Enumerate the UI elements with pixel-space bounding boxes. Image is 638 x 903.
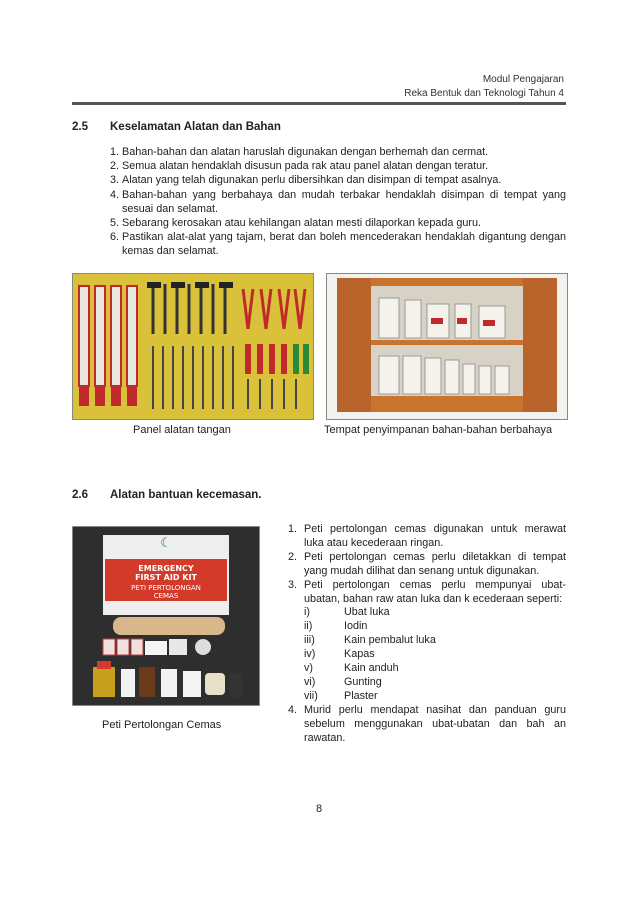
first-aid-kit-image [72, 526, 260, 706]
list-item: 1. Peti pertolongan cemas digunakan untuk merawat luka atau kecederaan ringan. [288, 523, 566, 549]
header-module: Modul Pengajaran [482, 74, 564, 85]
caption-hazard-cabinet: Tempat penyimpanan bahan-bahan berbahaya [324, 424, 553, 436]
header-subject: Reka Bentuk dan Teknologi Tahun 4 [404, 88, 564, 99]
sub-item: iii) Kain pembalut luka [304, 634, 436, 647]
list-item: 5. Sebarang kerosakan atau kehilangan alatan mesti dilaporkan kepada guru. [110, 217, 481, 230]
list-item: 2. Peti pertolongan cemas perlu diletakkan di tempat yang mudah dilihat dan senang untuk digunakan. [288, 550, 566, 577]
kit-label-line: FIRST AID KIT [135, 573, 197, 582]
first-aid-list [288, 523, 566, 746]
tool-panel-image [72, 273, 314, 420]
list-item: 1. Bahan-bahan dan alatan haruslah digunakan dengan berhemah dan cermat. [110, 146, 489, 158]
sub-item: vii) Plaster [304, 689, 378, 702]
svg-text:☾: ☾ [160, 536, 172, 551]
sub-item: ii) Iodin [304, 620, 368, 633]
safety-list [110, 145, 566, 259]
list-item: 4. Murid perlu mendapat nasihat dan panduan guru sebelum menggunakan ubat-ubatan dan bah an rawatan. [288, 703, 566, 744]
kit-label-line: EMERGENCY [138, 564, 194, 573]
list-item: 3. Alatan yang telah digunakan perlu dibersihkan dan disimpan di tempat asalnya. [110, 174, 502, 187]
sub-item: v) Kain anduh [304, 662, 399, 675]
header-rule [72, 102, 566, 105]
section-title: Keselamatan Alatan dan Bahan [110, 121, 281, 133]
caption-tool-panel: Panel alatan tangan [133, 424, 231, 436]
list-item: 2. Semua alatan hendaklah disusun pada rak atau panel alatan dengan teratur. [110, 160, 489, 173]
kit-label-line: CEMAS [153, 592, 179, 600]
caption-first-aid-kit: Peti Pertolongan Cemas [102, 719, 222, 731]
sub-item: i) Ubat luka [304, 606, 390, 619]
section-title: Alatan bantuan kecemasan. [110, 489, 262, 501]
sub-item: iv) Kapas [304, 648, 375, 661]
section-number: 2.6 [72, 489, 88, 501]
list-item: 6. Pastikan alat-alat yang tajam, berat dan boleh mencederakan hendaklah digantung dengan kemas dan selamat. [110, 231, 566, 258]
list-item: 4. Bahan-bahan yang berbahaya dan mudah terbakar hendaklah disimpan di tempat yang sesuai dan selamat. [110, 188, 566, 215]
page-number: 8 [315, 803, 323, 815]
list-item: 3. Peti pertolongan cemas perlu mempunyai ubat-ubatan, bahan raw atan luka dan k ecederaan seperti: i) Ubat luka ii) Iodin iii) Kain pembalut luka iv) Kapas v) Kain anduh vi) Gunting vii) Plaster [288, 578, 566, 702]
sub-item: vi) Gunting [304, 675, 382, 688]
section-number: 2.5 [72, 121, 88, 133]
hazard-cabinet-image [326, 273, 568, 420]
kit-label-line: PETI PERTOLONGAN [131, 584, 201, 592]
